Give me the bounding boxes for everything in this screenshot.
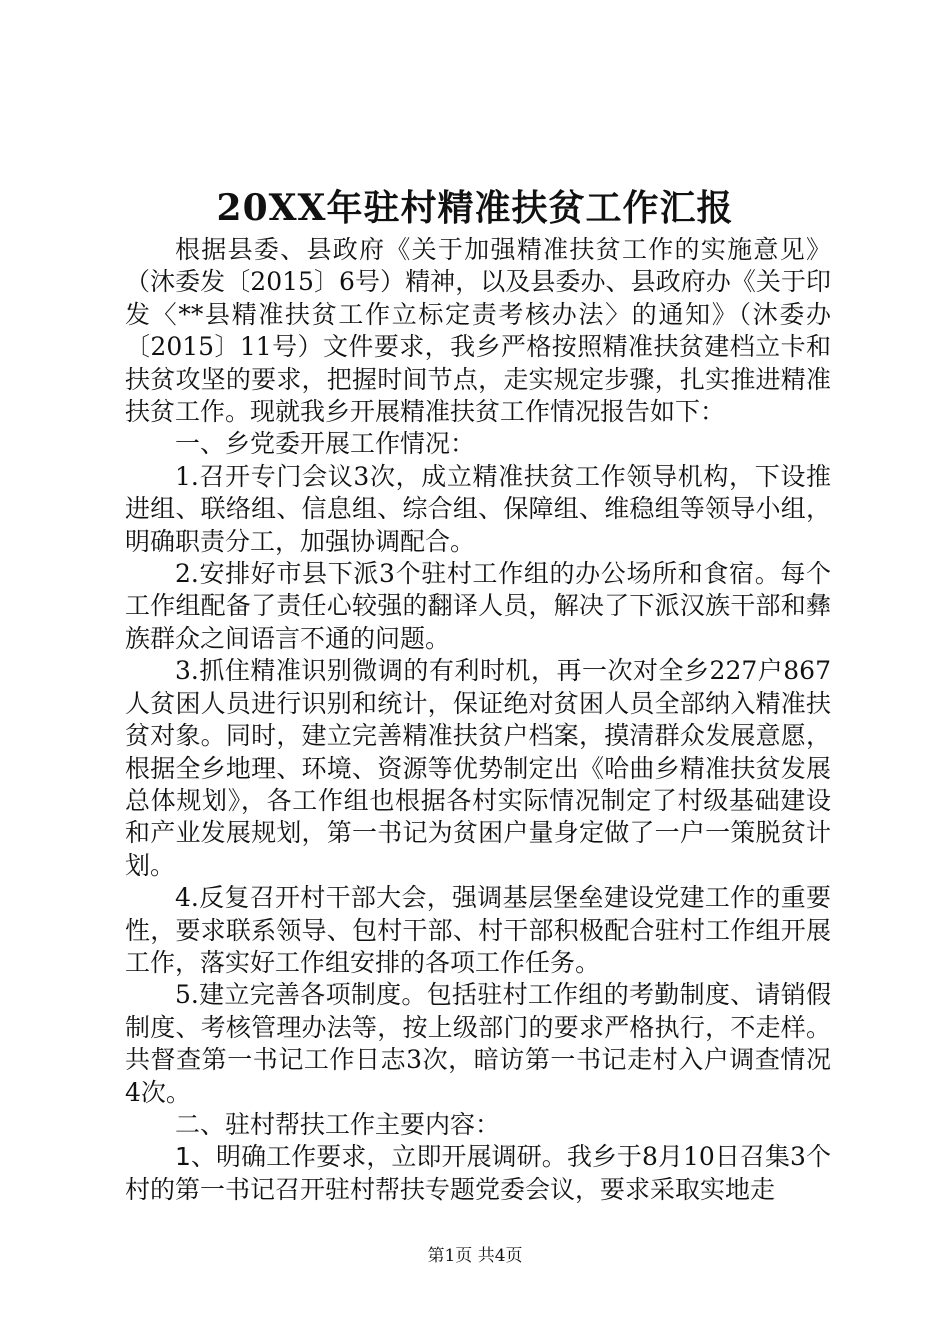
section2-item-1-text: 我乡于8月10日召集3个村的第一书记召开驻村帮扶专题党委会议，要求采取实地走: [125, 1142, 831, 1204]
section1-item-2: 2.安排好市县下派3个驻村工作组的办公场所和食宿。每个工作组配备了责任心较强的翻译人员，解决了下派汉族干部和彝族群众之间语言不通的问题。: [125, 559, 831, 653]
page-footer: 第1页 共4页: [427, 1246, 523, 1266]
section1-item-3: 3.抓住精准识别微调的有利时机，再一次对全乡227户867人贫困人员进行识别和统计，保证绝对贫困人员全部纳入精准扶贫对象。同时，建立完善精准扶贫户档案，摸清群众发展意愿，根据全乡地理、环境、资源等优势制定出《哈曲乡精准扶贫发展总体规划》，各工作组也根据各村实际情况制定了村级基础建设和产业发展规划，第一书记为贫困户量身定做了一户一策脱贫计划。: [125, 656, 831, 880]
section2-item-1: [125, 1141, 831, 1206]
section1-item-4: 4.反复召开村干部大会，强调基层堡垒建设党建工作的重要性，要求联系领导、包村干部、村干部积极配合驻村工作组开展工作，落实好工作组安排的各项工作任务。: [125, 883, 831, 977]
document-body: [125, 234, 831, 1206]
intro-paragraph: 根据县委、县政府《关于加强精准扶贫工作的实施意见》（沐委发〔2015〕6号）精神，以及县委办、县政府办《关于印发〈**县精准扶贫工作立标定责考核办法〉的通知》（沐委办〔2015〕11号）文件要求，我乡严格按照精准扶贫建档立卡和扶贫攻坚的要求，把握时间节点，走实规定步骤，扎实推进精准扶贫工作。现就我乡开展精准扶贫工作情况报告如下：: [125, 235, 831, 427]
section-heading-2: 二、驻村帮扶工作主要内容：: [175, 1109, 501, 1139]
section1-item-1: 1.召开专门会议3次，成立精准扶贫工作领导机构，下设推进组、联络组、信息组、综合组、保障组、维稳组等领导小组，明确职责分工，加强协调配合。: [125, 461, 831, 556]
section-heading-1: 一、乡党委开展工作情况：: [175, 429, 476, 459]
section1-item-5: 5.建立完善各项制度。包括驻村工作组的考勤制度、请销假制度、考核管理办法等，按上级部门的要求严格执行，不走样。共督查第一书记工作日志3次，暗访第一书记走村入户调查情况4次。: [125, 980, 831, 1107]
document-title: 20XX年驻村精准扶贫工作汇报: [216, 187, 734, 229]
section2-item-1-lead: 1、明确工作要求，立即开展调研。: [175, 1142, 567, 1172]
